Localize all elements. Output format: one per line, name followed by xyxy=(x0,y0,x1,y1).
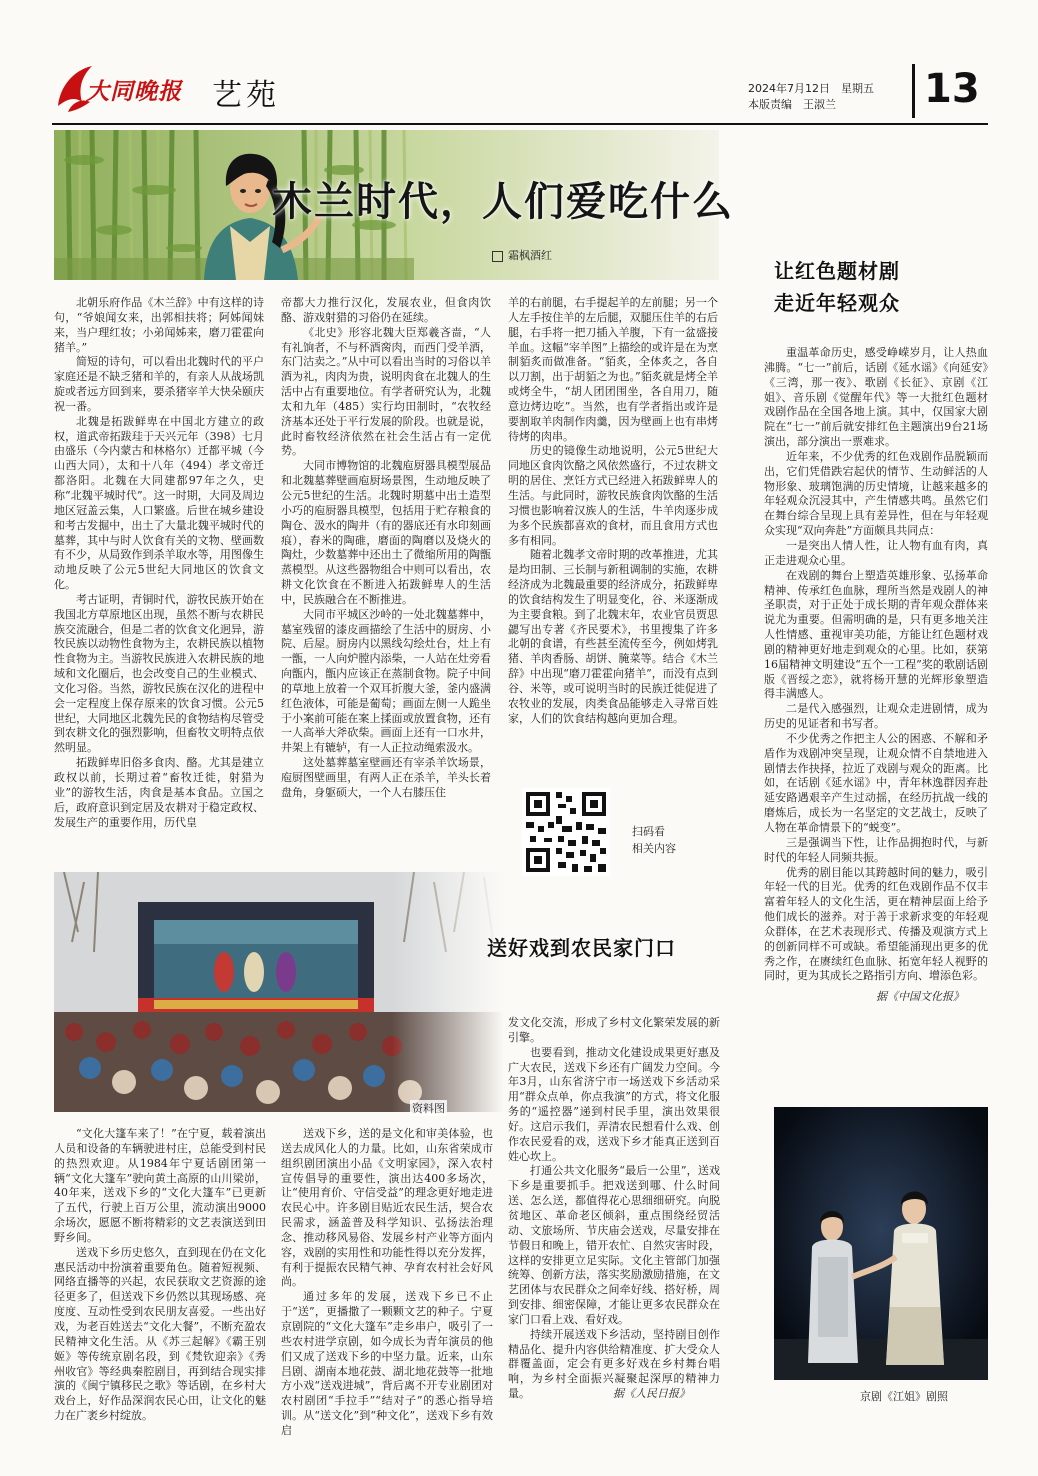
red-article-title-line-1: 让红色题材剧 xyxy=(774,259,900,283)
village-photo-caption: 资料图 xyxy=(412,1102,445,1115)
qr-code-icon xyxy=(522,788,610,876)
qr-code[interactable] xyxy=(522,788,610,876)
qr-caption-line-1: 扫码看 xyxy=(632,825,665,838)
mulan-column-1 xyxy=(54,296,264,830)
paragraph: 也要看到，推动文化建设成果更好惠及广大农民，送戏下乡还有广阔发力空间。今年3月，山东省济宁市一场送戏下乡活动采用“群众点单，你点我演”的方式，将文化服务的“遥控器”递到村民手里，演出效果很好。这启示我们，弄清农民想看什么戏、创作农民爱看的戏，送戏下乡才能真正送到百姓心坎上。 xyxy=(508,1045,720,1163)
outdoor-stage-crowd-illustration-icon xyxy=(54,872,504,1112)
paragraph: 送戏下乡历史悠久，直到现在仍在文化惠民活动中扮演着重要角色。随着短视频、网络直播等的兴起，农民获取文艺资源的途径更多了，但送戏下乡仍然以其现场感、亮度度、互动性受到农民朋友喜爱。一些出好戏，为老百姓送去“文化大餐”，不断充盈农民精神文化生活。从《苏三起解》《霸王别姬》等传统京剧名段，到《梵钦迎亲》《秀州收官》等经典秦腔剧目，再到结合现实排演的《闽宁镇移民之歌》等话剧，在乡村大戏台上，好作品深润农民心田，让文化的魅力在广袤乡村绽放。 xyxy=(54,1245,266,1423)
paragraph: 考古证明，青铜时代，游牧民族开始在我国北方草原地区出现，虽然不断与农耕民族交流融合，但是二者的饮食文化迥异，游牧民族以动物性食物为主，农耕民族以植物性食物为主。当游牧民族进入农耕民族的地域和文化圈后，也会改变自己的生业模式、文化习俗。当然，游牧民族在汉化的进程中会一定程度上保存原来的饮食习惯。公元5世纪，大同地区北魏先民的食物结构尽管受到农耕文化的强烈影响，但畜牧文明特点依然明显。 xyxy=(54,592,264,755)
mulan-column-2 xyxy=(281,296,491,801)
village-column-2 xyxy=(281,1127,493,1439)
paragraph: 拓跋鲜卑旧俗多食肉、酪。尤其是建立政权以前，长期过着“畜牧迁徙，射猎为业”的游牧生活，肉食是基本食品。立国之后，政府意识到定居及农耕对于稳定政权、发展生产的重要作用，历代皇 xyxy=(54,756,264,829)
paragraph: 不少优秀之作把主人公的困惑、不解和矛盾作为戏剧冲突呈现，让观众情不自禁地进入剧情去作抉择，拉近了戏剧与观众的距离。比如，在话剧《延水谣》中，青年林逸群因弃赴延安路遇艰辛产生过动摇，在经历抗战一线的磨炼后，成长为一名坚定的文艺战士，反映了人物在革命情景下的“蜕变”。 xyxy=(764,731,988,834)
mulan-column-3 xyxy=(508,296,718,726)
red-article-source: 据《中国文化报》 xyxy=(876,990,964,1004)
paragraph: 《北史》形容北魏大臣郑羲吝啬，“人有礼饷者，不与杯酒脔肉，而西门受羊酒，东门沽卖之。”从中可以看出当时的习俗以羊酒为礼，肉肉为贵，说明肉食在北魏人的生活中占有重要地位。有学者研究认为，北魏太和九年（485）实行均田制时，“农牧经济基本还处于平行发展的阶段。也就是说，此时畜牧经济依然在社会生活占有一定优势。 xyxy=(281,325,491,458)
page-number-divider xyxy=(912,64,915,118)
paragraph: 送戏下乡，送的是文化和审美体验，也送去成风化人的力量。比如，山东省荣成市组织剧团演出小品《文明家园》，深入农村宣传倡导的重要性，演出达400多场次，让“使用育价、守信受益”的理念更好地走进农民心中。许多剧目贴近农民生活，契合农民需求，涵盖普及科学知识、弘扬法治理念、推动移风易俗、发展乡村产业等方面内容，戏剧的实用性和功能性得以充分发挥，有利于提振农民精气神、孕育农村社会好风尚。 xyxy=(281,1127,493,1289)
paragraph: 这处墓葬墓室壁画还有宰杀羊饮场景，庖厨图壁画里，有两人正在杀羊，羊头长着盘角，身躯硕大，一个人右膝压住 xyxy=(281,756,491,799)
paragraph: 大同市博物馆的北魏庖厨器具模型展品和北魏墓葬壁画庖厨场景图，生动地反映了公元5世纪的生活。北魏时期墓中出土造型小巧的庖厨器具模型，包括用于贮存粮食的陶仓、汲水的陶井（有的器底还有水印刻画痕），舂米的陶碓，磨面的陶磨以及烧火的陶灶，少数墓葬中还出土了微缩所用的陶甑蒸模型。从这些器物组合中则可以看出，农耕文化饮食在不断进入拓跋鲜卑人的生活中，民族融合在不断推进。 xyxy=(281,459,491,606)
paragraph: 历史的镜像生动地说明，公元5世纪大同地区食肉饮酪之风依然盛行，不过农耕文明的居住、烹饪方式已经进入拓跋鲜卑人的生活。与此同时，游牧民族食肉饮酪的生活习惯也影响着汉族人的生活，牛羊肉逐步成为多个民族都喜欢的食材，而且食用方式也多有相同。 xyxy=(508,444,718,547)
paragraph: 羊的右前腿，右手提起羊的左前腿；另一个人左手按住羊的左后腿，双腿压住羊的右后腿，右手将一把刀插入羊腹，下有一盆盛接羊血。这幅“宰羊图”上描绘的或许是在为烹制貊炙而做准备。“貊炙，全体炙之，各自以刀割，出于胡貊之为也。”貊炙就是烤全羊或烤全牛，“胡人团团围坐，各自用刀，随意边烤边吃”。当然，也有学者指出或许是要割取羊肉制作肉羹，因为壁画上也有串烤待烤的肉串。 xyxy=(508,296,718,443)
paragraph: 重温革命历史，感受峥嵘岁月，让人热血沸腾。“七一”前后，话剧《延水谣》《向延安》《三湾，那一夜》、歌剧《长征》、京剧《江姐》、音乐剧《觉醒年代》等一大批红色题材戏剧作品在全国各地上演。其中，仅国家大剧院在“七一”前后就安排红色主题演出9台21场演出，部分演出一票难求。 xyxy=(764,346,988,449)
byline-box-icon xyxy=(492,251,503,262)
paragraph: 大同市平城区沙岭的一处北魏墓葬中，墓室残留的漆皮画描绘了生活中的厨房、小院、后屋。厨房内以黑线勾绘灶台，灶上有一甑，一人向炉膛内添柴，一人站在灶旁看向甑内，甑内应该正在蒸制食物。院子中间的草地上放着一个双耳折腹大釜，釜内盛满红色液体，可能是葡萄；画面左侧一人跪坐于小案前可能在案上揉面或放置食物，还有一人高举大斧砍柴。画面上还有一口水井，井架上有辘轳，有一人正拉动绳索汲水。 xyxy=(281,607,491,755)
paragraph: 二是代入感强烈，让观众走进剧情，成为历史的见证者和书写者。 xyxy=(764,702,988,731)
paragraph: “文化大篷车来了！”在宁夏，载着演出人员和设备的车辆驶进村庄，总能受到村民的热烈欢迎。从1984年宁夏话剧团第一辆“文化大篷车”驶向黄土高原的山川梁峁，40年来，送戏下乡的“文化大篷车”已更新了五代，行驶上百万公里，流动演出9000余场次，愿愿不断将精彩的文艺表演送到田野乡间。 xyxy=(54,1127,266,1244)
paragraph: 持续开展送戏下乡活动，坚持剧目创作精品化、提升内容供给精准度、扩大受众人群覆盖面，定会有更多好戏在乡村舞台唱响，为乡村全面振兴凝聚起深厚的精神力量。 xyxy=(508,1327,720,1401)
page-number: 13 xyxy=(924,66,980,112)
paragraph: 打通公共文化服务“最后一公里”，送戏下乡是重要抓手。把戏送到哪、什么时间送、怎么送，都值得花心思细细研究。向脱贫地区、革命老区倾斜，重点围绕经贸活动、文旅场所、节庆庙会送戏，尽量安排在节假日和晚上，错开农忙、自然灾害时段，这样的安排更立足实际。文化主管部门加强统筹、创新方法，落实奖励激励措施，在文艺团体与农民群众之间牵好线、搭好桥，周到安排、细密保障，才能让更多农民群众在家门口看上戏、看好戏。 xyxy=(508,1164,720,1326)
paragraph: 在戏剧的舞台上塑造英雄形象、弘扬革命精神、传承红色血脉，理所当然是戏剧人的神圣职责，对于正处于成长期的青年观众群体来说尤为重要。但需明确的是，只有更多地关注人性情感、重视审美功能，方能让红色题材戏剧的精神更好地走到观众的心里。比如，获第16届精神文明建设“五个一工程”奖的歌剧话剧版《晋绥之恋》，就将杨开慧的光辉形象塑造得丰满感人。 xyxy=(764,568,988,701)
jiang-jie-stage-photo xyxy=(774,1107,988,1380)
newspaper-logo xyxy=(52,62,192,118)
mulan-author: 霜枫酒红 xyxy=(508,249,552,262)
mulan-article-title: 木兰时代，人们爱吃什么 xyxy=(272,178,734,225)
village-article-source: 据《人民日报》 xyxy=(613,1386,690,1400)
paragraph: 随着北魏孝文帝时期的改革推进，尤其是均田制、三长制与新租调制的实施，农耕经济成为北魏最重要的经济成分，拓跋鲜卑的饮食结构发生了明显变化，谷、米逐渐成为主要食粮。到了北魏末年，农业官员贾思勰写出专著《齐民要术》，书里搜集了许多北朝的食谱，有些甚至流传至今，例如烤乳猪、羊肉香肠、胡饼、腌菜等。结合《木兰辞》中出现“磨刀霍霍向猪羊”，而没有点到谷、米等，或可说明当时的民族迁徙促进了农牧业的发展，肉类食品能够走入寻常百姓家，人们的饮食结构越向更加合理。 xyxy=(508,548,718,725)
paragraph: 优秀的剧目能以其跨越时间的魅力，吸引年轻一代的目光。优秀的红色戏剧作品不仅丰富着年轻人的文化生活，更在精神层面上给予他们成长的滋养。对于善于求新求变的年轻观众群体，在艺术表现形式、传播及观演方式上的创新同样不可或缺。希望能涌现出更多的优秀之作，在赓续红色血脉、拓宽年轻人视野的同时，更为其成长之路指引方向、增添色彩。 xyxy=(764,865,988,983)
village-column-3 xyxy=(508,1016,720,1402)
page-editor: 本版责编 王淑兰 xyxy=(748,98,836,111)
paragraph: 三是强调当下性，让作品拥抱时代，与新时代的年轻人同频共振。 xyxy=(764,835,988,864)
paragraph: 一是突出人情人性，让人物有血有肉，真正走进观众心里。 xyxy=(764,538,988,567)
village-article-title: 送好戏到农民家门口 xyxy=(487,936,676,960)
opera-performers-illustration-icon xyxy=(774,1107,988,1380)
paragraph: 近年来，不少优秀的红色戏剧作品脱颖而出，它们凭借跌宕起伏的情节、生动鲜活的人物形象、玻璃饱满的历史情境，让越来越多的年轻观众沉浸其中，产生情感共鸣。虽然它们在舞台综合呈现上具有差异性，但在与年轻观众实现“双向奔赴”方面颇具共同点： xyxy=(764,449,988,538)
paragraph: 发文化交流，形成了乡村文化繁荣发展的新引擎。 xyxy=(508,1016,720,1044)
section-name: 艺苑 xyxy=(212,78,280,113)
stage-photo-caption: 京剧《江姐》剧照 xyxy=(860,1390,948,1403)
red-article-body xyxy=(764,346,988,1005)
masthead-rule xyxy=(52,123,988,125)
paragraph: 通过多年的发展，送戏下乡已不止于“送”，更播撒了一颗颗文艺的种子。宁夏京剧院的“文化大篷车”走乡串户，吸引了一些农村进学京剧，如今成长为青年演员的他们又成了送戏下乡的中坚力量。近来，山东吕剧、湖南本地花鼓、湖北地花鼓等一批地方小戏“送戏进城”，背后离不开专业剧团对农村剧团“手拉手”“结对子”的悉心指导培训。从“送文化”到“种文化”，送戏下乡有效启 xyxy=(281,1290,493,1437)
village-performance-photo xyxy=(54,872,504,1112)
paragraph: 北朝乐府作品《木兰辞》中有这样的诗句，“爷娘闻女来，出郭相扶将；阿姊闻妹来，当户理红妆；小弟闻姊来，磨刀霍霍向猪羊。” xyxy=(54,296,264,354)
red-article-title-line-2: 走近年轻观众 xyxy=(774,291,900,315)
logo-text: 大同晚报 xyxy=(86,79,182,105)
paragraph: 北魏是拓跋鲜卑在中国北方建立的政权，道武帝拓跋珪于天兴元年（398）七月由盛乐（今内蒙古和林格尔）迁都平城（今山西大同），太和十八年（494）孝文帝迁都洛阳。北魏在大同建都97年之久，史称“北魏平城时代”。这一时期，大同及周边地区冠盖云集，人口繁盛。后世在城乡建设和考古发掘中，出土了大量北魏平城时代的墓葬，其中与时人饮食有关的文物、壁画数有不少，从局致作到杀羊取水等，用图像生动地反映了公元5世纪大同地区的饮食文化。 xyxy=(54,414,264,592)
paragraph: 简短的诗句，可以看出北魏时代的平户家庭还是不缺乏猪和羊的，有亲人从战场凯旋或者远方回到来，要杀猪宰羊大快朵颐庆祝一番。 xyxy=(54,355,264,413)
paragraph: 帝都大力推行汉化，发展农业，但食肉饮酪、游戏射猎的习俗仍在延续。 xyxy=(281,296,491,324)
village-column-1 xyxy=(54,1127,266,1424)
issue-date: 2024年7月12日 星期五 xyxy=(748,82,874,95)
qr-caption-line-2: 相关内容 xyxy=(632,842,676,855)
